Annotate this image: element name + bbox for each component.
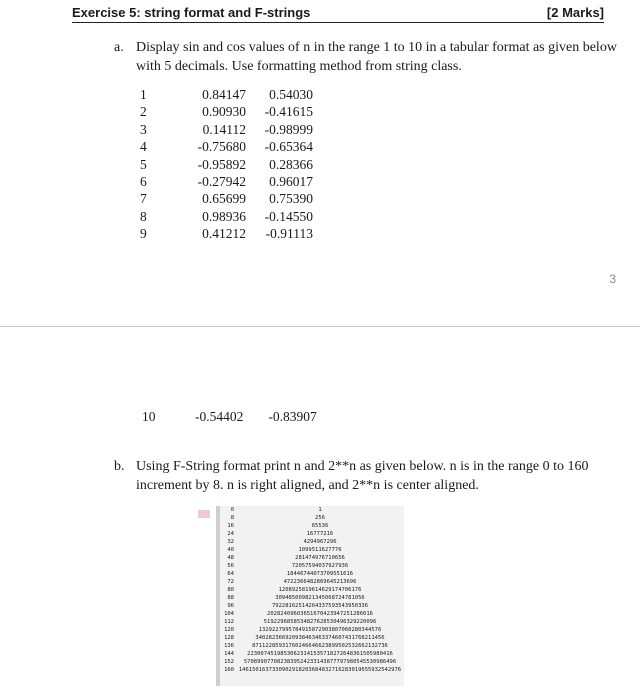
question-a-line: with 5 decimals. Use formatting method from string class. [136, 59, 462, 74]
output-row [222, 594, 402, 602]
output-power: 22300745198530623141535718272648361505980416 [247, 651, 393, 657]
output-power: 65536 [311, 523, 329, 529]
table-row [140, 103, 313, 120]
cell-n: 6 [140, 174, 147, 190]
cell-sin: 0.98936 [202, 208, 246, 224]
cell-sin: -0.75680 [197, 139, 246, 155]
output-power: 4294967296 [303, 539, 337, 545]
cell-n: 4 [140, 139, 147, 155]
output-row [222, 658, 402, 666]
question-b-text [136, 457, 588, 495]
cell-sin: 0.14112 [202, 121, 246, 137]
cell-n: 2 [140, 104, 147, 120]
output-power: 4722366482869645213696 [283, 579, 357, 585]
output-row [222, 610, 402, 618]
output-n: 160 [224, 667, 234, 673]
cell-cos: -0.98999 [264, 121, 313, 137]
cell-cos: 0.96017 [269, 174, 313, 190]
cell-n: 8 [140, 208, 147, 224]
output-power: 1208925819614629174706176 [278, 587, 362, 593]
output-row [222, 506, 402, 514]
table-row [140, 190, 313, 207]
cell-cos: 0.54030 [269, 87, 313, 102]
output-power: 72057594037927936 [291, 563, 349, 569]
table-row [140, 121, 313, 138]
question-b-line: increment by 8. n is right aligned, and 2**n is center aligned. [136, 478, 479, 493]
output-power: 309485009821345068724781056 [275, 595, 365, 601]
cell-sin: 0.41212 [202, 226, 246, 242]
output-rows [222, 506, 402, 674]
output-row [222, 514, 402, 522]
output-power: 1099511627776 [298, 547, 342, 553]
question-b-line: Using F-String format print n and 2**n as given below. n is in the range 0 to 160 [136, 459, 589, 474]
cell-cos: -0.14550 [264, 208, 313, 224]
output-n: 144 [224, 651, 234, 657]
output-row [222, 666, 402, 674]
output-power: 5192296858534827628530496329220096 [263, 619, 377, 625]
output-n: 120 [224, 627, 234, 633]
output-n: 112 [224, 619, 234, 625]
cell-cos: 0.28366 [269, 156, 313, 172]
output-n: 136 [224, 643, 234, 649]
output-n: 0 [230, 507, 234, 513]
cell-sin: 0.65699 [202, 191, 246, 207]
output-n: 96 [227, 603, 234, 609]
output-power: 87112285931760246646623899502532662132736 [252, 643, 388, 649]
cell-n: 10 [142, 409, 156, 424]
page-divider [0, 326, 640, 327]
output-n: 16 [227, 523, 234, 529]
sin-cos-table [140, 86, 313, 243]
output-power: 79228162514264337593543950336 [271, 603, 369, 609]
output-n: 128 [224, 635, 234, 641]
output-row [222, 530, 402, 538]
question-a-text [136, 38, 617, 76]
exercise-marks: [2 Marks] [546, 5, 604, 20]
output-n: 40 [227, 547, 234, 553]
output-power: 5708990770823839524233143877797980545530986496 [243, 659, 397, 665]
output-power: 20282409603651670423947251286016 [267, 611, 373, 617]
output-screenshot [216, 506, 404, 686]
question-a-line: Display sin and cos values of n in the range 1 to 10 in a tabular format as given below [136, 40, 617, 55]
output-row [222, 562, 402, 570]
output-row [222, 642, 402, 650]
output-marker-tab [198, 510, 210, 518]
question-b-marker: b. [114, 459, 125, 474]
output-power: 16777216 [306, 531, 334, 537]
table-row [140, 225, 313, 242]
cell-cos: -0.65364 [264, 139, 313, 155]
table-row [140, 86, 313, 103]
cell-cos: -0.83907 [268, 409, 317, 424]
cell-cos: 0.75390 [269, 191, 313, 207]
output-power: 1 [318, 507, 322, 513]
output-power: 1461501637330902918203684832716283019655932542976 [238, 667, 402, 673]
output-row [222, 522, 402, 530]
output-row [222, 618, 402, 626]
cell-sin: -0.27942 [197, 174, 246, 190]
table-row [140, 138, 313, 155]
output-power: 256 [315, 515, 325, 521]
output-n: 32 [227, 539, 234, 545]
output-row [222, 538, 402, 546]
cell-n: 7 [140, 191, 147, 207]
exercise-title: Exercise 5: string format and F-strings [72, 5, 311, 20]
table-row [140, 208, 313, 225]
output-power: 340282366920938463463374607431768211456 [255, 635, 385, 641]
output-row [222, 578, 402, 586]
cell-cos: -0.41615 [264, 104, 313, 120]
output-n: 88 [227, 595, 234, 601]
output-n: 56 [227, 563, 234, 569]
question-a-marker: a. [114, 40, 124, 55]
output-row [222, 602, 402, 610]
output-n: 24 [227, 531, 234, 537]
output-row [222, 570, 402, 578]
output-n: 48 [227, 555, 234, 561]
cell-n: 5 [140, 156, 147, 172]
output-n: 152 [224, 659, 234, 665]
output-power: 281474976710656 [295, 555, 345, 561]
output-n: 64 [227, 571, 234, 577]
output-n: 104 [224, 611, 234, 617]
table-row [140, 173, 313, 190]
cell-n: 1 [140, 87, 147, 102]
output-row [222, 650, 402, 658]
output-row [222, 634, 402, 642]
output-row [222, 586, 402, 594]
output-power: 18446744073709551616 [286, 571, 354, 577]
cell-sin: 0.84147 [202, 87, 246, 102]
output-gutter [216, 506, 220, 686]
cell-sin: -0.54402 [195, 409, 244, 424]
output-row [222, 546, 402, 554]
output-n: 80 [227, 587, 234, 593]
cell-sin: 0.90930 [202, 104, 246, 120]
cell-n: 9 [140, 226, 147, 242]
cell-sin: -0.95892 [197, 156, 246, 172]
output-n: 72 [227, 579, 234, 585]
cell-n: 3 [140, 121, 147, 137]
output-n: 8 [230, 515, 234, 521]
cell-cos: -0.91113 [265, 226, 313, 242]
sin-cos-table-continued-row [142, 409, 317, 425]
exercise-header [72, 4, 604, 23]
table-row [140, 156, 313, 173]
page-number: 3 [609, 272, 616, 286]
output-power: 1329227995784915872903807060280344576 [258, 627, 382, 633]
output-row [222, 554, 402, 562]
output-row [222, 626, 402, 634]
